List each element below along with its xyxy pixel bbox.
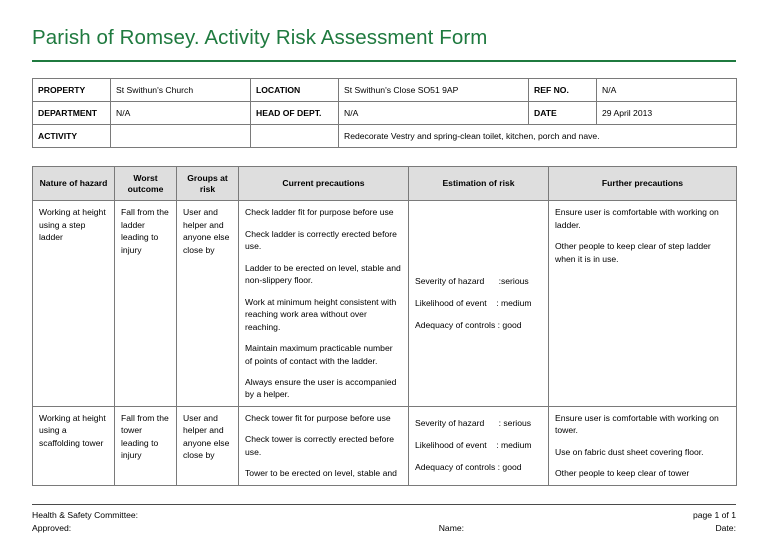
activity-blank-cell-2 xyxy=(251,125,339,148)
precaution-item: Ladder to be erected on level, stable and non-slippery floor. xyxy=(245,262,401,286)
title-divider xyxy=(32,60,736,62)
page-footer xyxy=(32,504,736,535)
department-label: DEPARTMENT xyxy=(33,102,111,125)
activity-label: ACTIVITY xyxy=(33,125,111,148)
table-gap xyxy=(32,148,736,166)
hazard-cell: Working at height using a scaffolding tower xyxy=(33,406,115,485)
property-info-table xyxy=(32,78,737,148)
footer-spacer xyxy=(427,509,597,522)
precaution-item: Always ensure the user is accompanied by a helper. xyxy=(245,377,397,400)
precaution-item: Check tower fit for purpose before use xyxy=(245,412,391,423)
estimation-adequacy: Adequacy of controls : good xyxy=(415,462,522,473)
further-precaution-item: Other people to keep clear of step ladder when it is in use. xyxy=(555,241,711,264)
date-label: DATE xyxy=(529,102,597,125)
table-row xyxy=(33,201,737,406)
name-label: Name: xyxy=(438,523,465,534)
further-precaution-item: Ensure user is comfortable with working on ladder. xyxy=(555,207,719,230)
committee-label: Health & Safety Committee: xyxy=(32,510,139,521)
estimation-severity: Severity of hazard :serious xyxy=(415,276,529,287)
risk-assessment-table xyxy=(32,166,737,486)
property-value: St Swithun's Church xyxy=(111,79,251,102)
estimation-adequacy: Adequacy of controls : good xyxy=(415,320,522,331)
activity-blank-cell xyxy=(111,125,251,148)
column-header-groups-at-risk: Groups at risk xyxy=(177,167,239,201)
column-header-nature-of-hazard: Nature of hazard xyxy=(33,167,115,201)
department-value: N/A xyxy=(111,102,251,125)
column-header-estimation-of-risk: Estimation of risk xyxy=(409,167,549,201)
table-row xyxy=(33,406,737,485)
hazard-cell: Working at height using a step ladder xyxy=(33,201,115,406)
location-label: LOCATION xyxy=(251,79,339,102)
estimation-cell xyxy=(409,406,549,485)
further-precaution-item: Ensure user is comfortable with working on tower. xyxy=(555,412,719,436)
column-header-worst-outcome: Worst outcome xyxy=(115,167,177,201)
further-precaution-item: Other people to keep clear of tower xyxy=(555,468,690,479)
groups-cell: User and helper and anyone else close by xyxy=(177,201,239,406)
groups-cell: User and helper and anyone else close by xyxy=(177,406,239,485)
approved-label: Approved: xyxy=(32,523,72,534)
outcome-cell: Fall from the ladder leading to injury xyxy=(115,201,177,406)
table-row xyxy=(33,102,737,125)
precautions-cell xyxy=(239,406,409,485)
activity-value: Redecorate Vestry and spring-clean toilet, kitchen, porch and nave. xyxy=(339,125,737,148)
ref-no-label: REF NO. xyxy=(529,79,597,102)
table-row xyxy=(33,125,737,148)
outcome-cell: Fall from the tower leading to injury xyxy=(115,406,177,485)
precaution-item: Check ladder is correctly erected before use. xyxy=(245,228,397,252)
precautions-cell xyxy=(239,201,409,406)
estimation-severity: Severity of hazard : serious xyxy=(415,418,532,429)
table-row xyxy=(33,79,737,102)
precaution-item: Check tower is correctly erected before use. xyxy=(245,434,395,457)
head-of-dept-value: N/A xyxy=(339,102,529,125)
date-label-footer: Date: xyxy=(715,523,736,534)
ref-no-value: N/A xyxy=(597,79,737,102)
precaution-item: Maintain maximum practicable number of points of contact with the ladder. xyxy=(245,343,393,366)
location-value: St Swithun's Close SO51 9AP xyxy=(339,79,529,102)
estimation-likelihood: Likelihood of event : medium xyxy=(415,298,532,309)
page-number: page 1 of 1 xyxy=(692,510,736,521)
head-of-dept-label: HEAD OF DEPT. xyxy=(251,102,339,125)
precaution-item: Work at minimum height consistent with reaching work area without over reaching. xyxy=(245,296,397,332)
further-precaution-item: Use on fabric dust sheet covering floor. xyxy=(555,446,704,457)
footer-line-1 xyxy=(32,509,736,522)
further-precautions-cell xyxy=(549,201,737,406)
column-header-current-precautions: Current precautions xyxy=(239,167,409,201)
date-value: 29 April 2013 xyxy=(597,102,737,125)
column-header-further-precautions: Further precautions xyxy=(549,167,737,201)
estimation-likelihood: Likelihood of event : medium xyxy=(415,440,532,451)
property-label: PROPERTY xyxy=(33,79,111,102)
estimation-cell xyxy=(409,201,549,406)
further-precautions-cell xyxy=(549,406,737,485)
page-title: Parish of Romsey. Activity Risk Assessment Form xyxy=(32,26,488,49)
precaution-item: Tower to be erected on level, stable and xyxy=(245,468,397,479)
precaution-item: Check ladder fit for purpose before use xyxy=(245,207,394,218)
footer-line-2 xyxy=(32,522,736,535)
risk-table-header-row xyxy=(33,167,737,201)
